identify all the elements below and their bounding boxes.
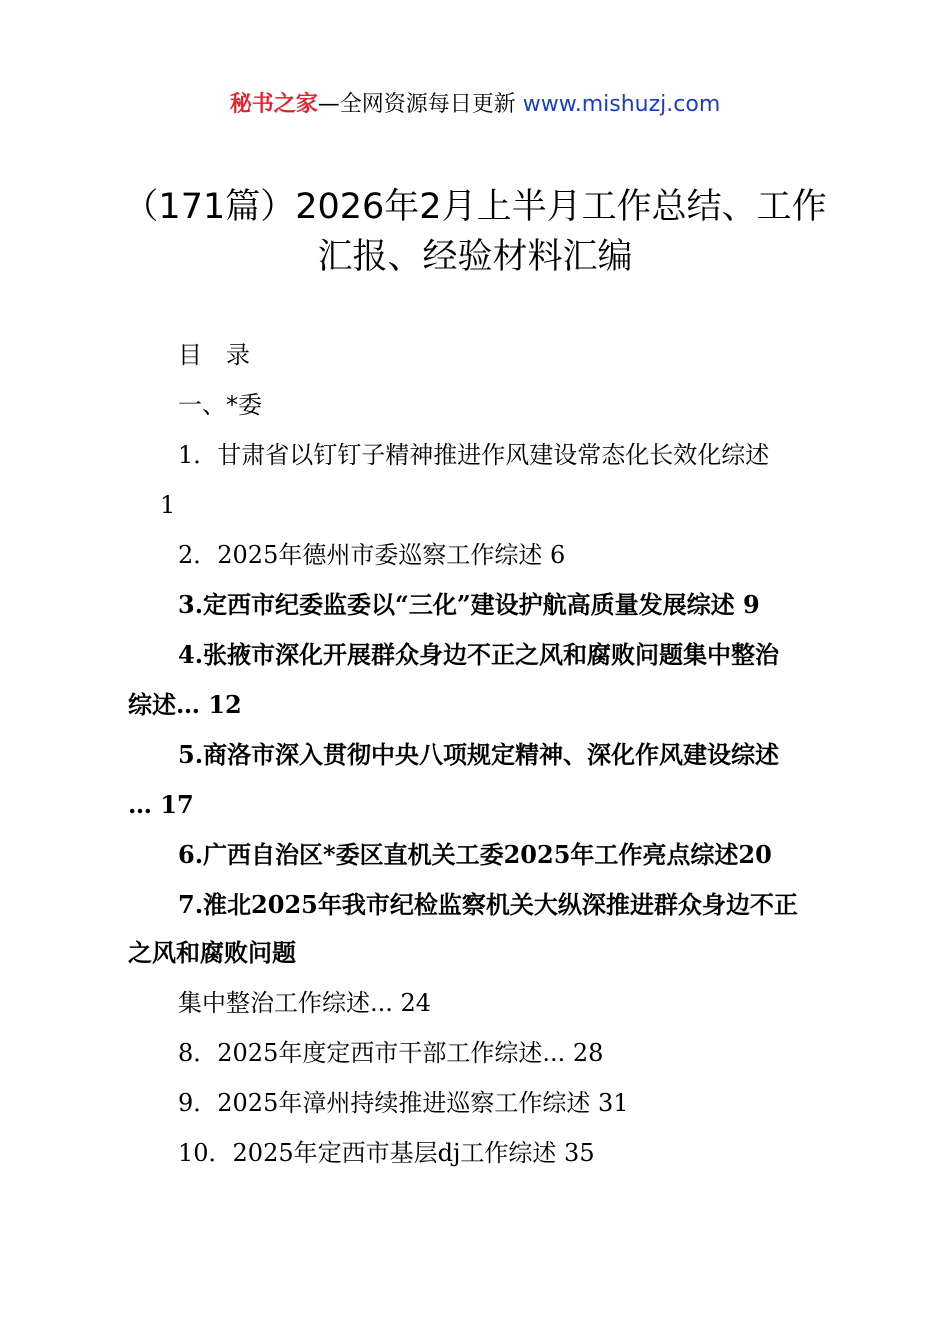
toc-item-6[interactable]: 6.广西自治区*委区直机关工委2025年工作亮点综述20 bbox=[178, 840, 772, 869]
toc-item-4[interactable]: 4.张掖市深化开展群众身边不正之风和腐败问题集中整治 bbox=[178, 640, 780, 669]
toc-section-heading: 一、*委 bbox=[178, 391, 262, 419]
toc-heading: 目 录 bbox=[178, 341, 250, 369]
toc-item-5[interactable]: 5.商洛市深入贯彻中央八项规定精神、深化作风建设综述 bbox=[178, 740, 780, 769]
toc-item-1-page: 1 bbox=[160, 491, 176, 519]
toc-item-2[interactable]: 2．2025年德州市委巡察工作综述 6 bbox=[178, 541, 566, 569]
toc-item-1[interactable]: 1．甘肃省以钉钉子精神推进作风建设常态化长效化综述 bbox=[178, 441, 770, 469]
toc-item-7[interactable]: 7.淮北2025年我市纪检监察机关大纵深推进群众身边不正 bbox=[178, 890, 798, 919]
toc-item-7-continuation: 之风和腐败问题 bbox=[128, 938, 296, 967]
toc-item-9[interactable]: 9．2025年漳州持续推进巡察工作综述 31 bbox=[178, 1089, 629, 1117]
toc-item-7-continuation-2: 集中整治工作综述... 24 bbox=[178, 989, 432, 1017]
toc-item-10[interactable]: 10．2025年定西市基层dj工作综述 35 bbox=[178, 1139, 595, 1167]
toc-item-4-continuation: 综述… 12 bbox=[128, 690, 242, 719]
header-tagline: —全网资源每日更新 bbox=[317, 92, 523, 117]
site-url-link[interactable]: www.mishuzj.com bbox=[522, 92, 721, 117]
toc-item-5-continuation: … 17 bbox=[128, 790, 194, 819]
brand-name: 秘书之家 bbox=[229, 92, 318, 117]
document-title: （171篇）2026年2月上半月工作总结、工作汇报、经验材料汇编 bbox=[123, 187, 827, 277]
toc-item-3[interactable]: 3.定西市纪委监委以“三化”建设护航高质量发展综述 9 bbox=[178, 590, 760, 619]
site-header bbox=[0, 88, 950, 122]
toc-item-8[interactable]: 8．2025年度定西市干部工作综述... 28 bbox=[178, 1039, 604, 1067]
